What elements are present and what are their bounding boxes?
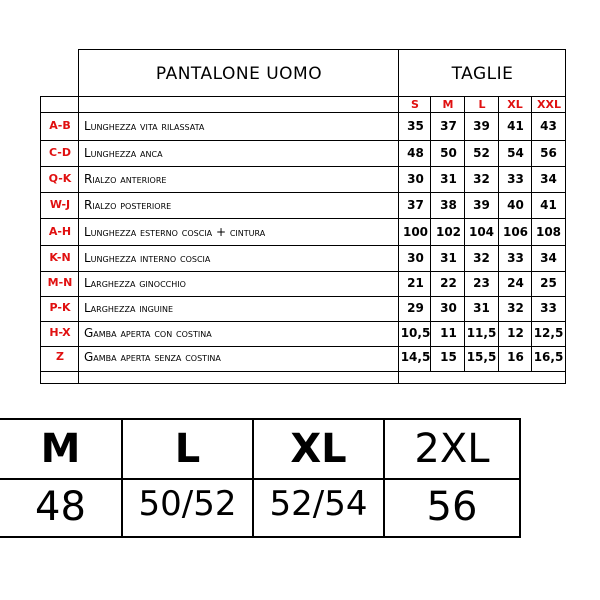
measure-value: 34 — [540, 251, 557, 265]
measure-value: 11,5 — [466, 326, 497, 340]
table-row — [0, 225, 600, 249]
measure-value: 104 — [468, 225, 495, 239]
measure-value: 33 — [507, 172, 524, 186]
measure-label: Lunghezza interno coscia — [84, 251, 211, 265]
table-row — [0, 326, 600, 350]
divider — [40, 112, 566, 113]
size-header-m: M — [442, 98, 454, 111]
measure-code: K-N — [49, 251, 71, 264]
measure-value: 32 — [507, 301, 524, 315]
measure-value: 12,5 — [533, 326, 564, 340]
table-row — [0, 172, 600, 196]
measure-value: 14,5 — [400, 350, 431, 364]
measure-label: Gamba aperta con costina — [84, 326, 212, 340]
divider — [0, 418, 521, 420]
size-header-xl: XL — [507, 98, 523, 111]
measure-value: 52 — [473, 146, 490, 160]
measure-value: 34 — [540, 172, 557, 186]
measure-value: 16,5 — [533, 350, 564, 364]
measure-code: Z — [56, 350, 64, 363]
size-header-l: L — [478, 98, 486, 111]
table-row — [0, 198, 600, 222]
measure-value: 23 — [473, 276, 490, 290]
measure-value: 40 — [507, 198, 524, 212]
table-row — [0, 301, 600, 325]
measure-value: 29 — [407, 301, 424, 315]
table-row — [0, 146, 600, 170]
measure-value: 100 — [402, 225, 429, 239]
divider — [519, 418, 521, 538]
conversion-letter-xl: XL — [290, 426, 347, 472]
measure-value: 39 — [473, 198, 490, 212]
size-conversion-table — [0, 418, 600, 538]
conversion-letter-m: M — [40, 426, 81, 472]
measure-code: W-J — [49, 198, 71, 211]
measure-value: 30 — [440, 301, 457, 315]
measure-label: Gamba aperta senza costina — [84, 350, 221, 364]
conversion-letter-2xl: 2XL — [414, 426, 490, 472]
divider — [40, 383, 566, 384]
measure-value: 25 — [540, 276, 557, 290]
measure-value: 10,5 — [400, 326, 431, 340]
measure-value: 35 — [407, 119, 424, 133]
measure-value: 15,5 — [466, 350, 497, 364]
table-row — [0, 276, 600, 300]
measure-code: A-H — [48, 225, 72, 238]
product-title: PANTALONE UOMO — [155, 64, 323, 84]
size-header-xxl: XXL — [537, 98, 561, 111]
conversion-number-52-54: 52/54 — [269, 484, 368, 524]
measure-value: 108 — [535, 225, 562, 239]
conversion-number-50-52: 50/52 — [138, 484, 237, 524]
measure-value: 15 — [440, 350, 457, 364]
table-row — [0, 119, 600, 143]
measure-value: 54 — [507, 146, 524, 160]
measure-label: Lunghezza anca — [84, 146, 163, 160]
measure-code: C-D — [48, 146, 72, 159]
measure-value: 24 — [507, 276, 524, 290]
measure-code: M-N — [47, 276, 73, 289]
conversion-number-48: 48 — [35, 484, 86, 530]
measure-value: 37 — [407, 198, 424, 212]
measure-label: Lunghezza esterno coscia + cintura — [84, 225, 266, 239]
measure-value: 50 — [440, 146, 457, 160]
table-row — [0, 350, 600, 374]
measure-code: P-K — [49, 301, 71, 314]
measure-value: 31 — [440, 172, 457, 186]
measure-value: 32 — [473, 172, 490, 186]
measure-label: Rialzo posteriore — [84, 198, 172, 212]
divider — [0, 536, 521, 538]
measure-label: Larghezza inguine — [84, 301, 174, 315]
measure-code: H-X — [49, 326, 71, 339]
divider — [0, 478, 521, 480]
conversion-number-56: 56 — [426, 484, 478, 530]
measure-value: 43 — [540, 119, 557, 133]
measure-value: 33 — [507, 251, 524, 265]
divider — [40, 96, 566, 97]
measure-value: 106 — [502, 225, 529, 239]
size-header-s: S — [411, 98, 419, 111]
measure-value: 48 — [407, 146, 424, 160]
measure-value: 41 — [507, 119, 524, 133]
measure-value: 21 — [407, 276, 424, 290]
measure-value: 39 — [473, 119, 490, 133]
measure-value: 31 — [440, 251, 457, 265]
divider — [78, 49, 566, 50]
sizes-title: TAGLIE — [451, 64, 514, 84]
measure-value: 33 — [540, 301, 557, 315]
measure-label: Rialzo anteriore — [84, 172, 167, 186]
measure-label: Larghezza ginocchio — [84, 276, 186, 290]
conversion-letter-l: L — [174, 426, 201, 472]
measure-label: Lunghezza vita rilassata — [84, 119, 205, 133]
measure-value: 37 — [440, 119, 457, 133]
measure-value: 12 — [507, 326, 524, 340]
measure-value: 56 — [540, 146, 557, 160]
measure-value: 30 — [407, 172, 424, 186]
table-row — [0, 251, 600, 275]
measure-value: 22 — [440, 276, 457, 290]
measure-code: A-B — [49, 119, 71, 132]
measure-value: 11 — [440, 326, 457, 340]
measure-value: 30 — [407, 251, 424, 265]
measure-value: 16 — [507, 350, 524, 364]
measure-value: 41 — [540, 198, 557, 212]
measure-value: 31 — [473, 301, 490, 315]
measure-value: 38 — [440, 198, 457, 212]
measure-value: 102 — [435, 225, 462, 239]
measure-value: 32 — [473, 251, 490, 265]
measure-code: Q-K — [48, 172, 72, 185]
